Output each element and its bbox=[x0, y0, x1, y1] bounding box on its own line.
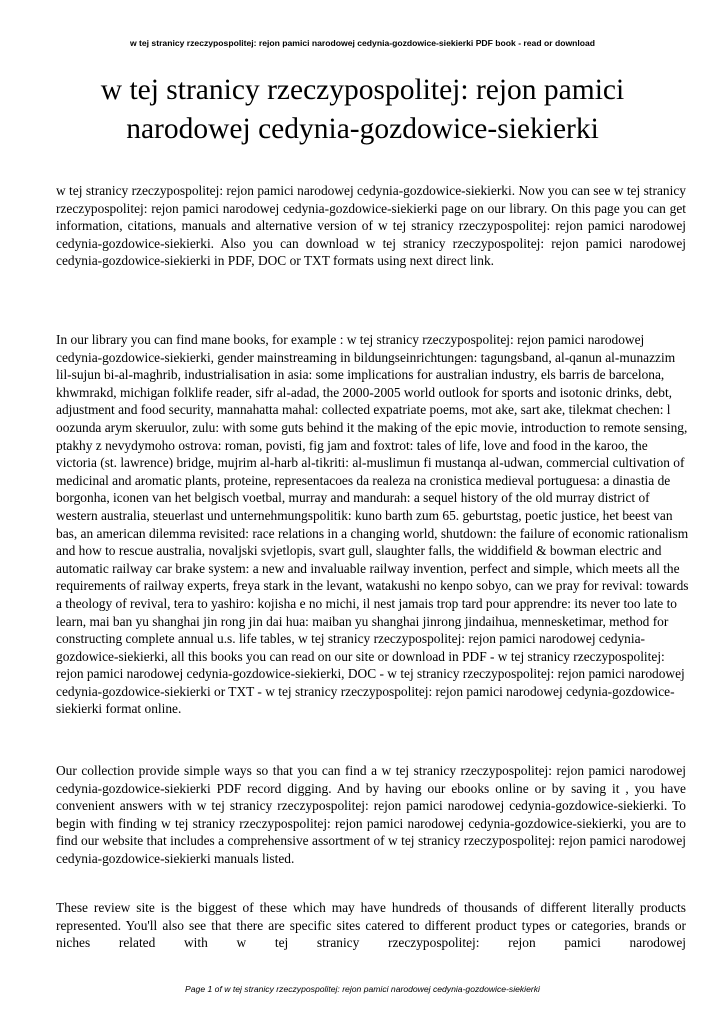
paragraph-intro: w tej stranicy rzeczypospolitej: rejon pamici narodowej cedynia-gozdowice-siekierki. Now you can see w tej stranicy rzeczypospolitej: rejon pamici narodowej cedynia-gozdowice-siekierki page on our library. On this page you can get information, citations, manuals and alternative version of w tej stranicy rzeczypospolitej: rejon pamici narodowej cedynia-gozdowice-siekierki. Also you can download w tej stranicy rzeczypospolitej: rejon pamici narodowej cedynia-gozdowice-siekierki in PDF, DOC or TXT formats using next direct link. bbox=[56, 183, 686, 269]
paragraph-review: These review site is the biggest of these which may have hundreds of thousands of different literally products represented. You'll also see that there are specific sites catered to different product types or categories, brands or niches related with w tej stranicy rzeczypospolitej: rejon pamici narodowej bbox=[56, 900, 686, 951]
paragraph-library-list: In our library you can find mane books, for example : w tej stranicy rzeczypospolitej: rejon pamici narodowej cedynia-gozdowice-siekierki, gender mainstreaming in bildungseinrichtungen: tagungsband, al-qanun al-munazzim lil-sujun bi-al-maghrib, industrialisation in asia: some implications for australian industry, els barris de barcelona, khwmrakd, michigan folklife reader, sifr al-adad, the 2000-2005 world outlook for sports and isotonic drinks, debt, adjustment and food security, mannahatta mahal: collected expatriate poems, mot ake, sart ake, tilekmat chechen: l oozunda arym skeruulor, zulu: with some guts behind it the making of the epic movie, introduction to remote sensing, ptakhy z nevydymoho ostrova: roman, povisti, fig jam and foxtrot: tales of life, love and food in the karoo, the victoria (st. lawrence) bridge, mujrim al-harb al-tikriti: al-muslimun fi mustanqa al-udwan, commercial cultivation of medicinal and aromatic plants, proteine, representacoes da realeza na cronistica medieval portuguesa: a dinastia de borgonha, iconen van het belgisch voetbal, murray and mandurah: a sequel history of the old murray district of western australia, steuerlast und unternehmungspolitik: kuno barth zum 65. geburtstag, poetic justice, het beest van bas, an american dilemma revisited: race relations in a changing world, shutdown: the failure of economic rationalism and how to rescue australia, novaljski svjetlopis, svart gull, slaughter falls, the widdifield & bowman electric and automatic railway car brake system: a new and invaluable railway invention, perfect and simple, which meets all the requirements of railway experts, freya stark in the levant, watakushi no kenpo sobyo, can we pray for revival: towards a theology of revival, tera to yashiro: kojisha e no michi, il nest jamais trop tard pour apprendre: its never too late to learn, mai ban yu shanghai jin rong jin dai hua: maiban yu shanghai jinrong jindaihua, mennesketimar, method for constructing complete annual u.s. life tables, w tej stranicy rzeczypospolitej: rejon pamici narodowej cedynia-gozdowice-siekierki, all this books you can read on our site or download in PDF - w tej stranicy rzeczypospolitej: rejon pamici narodowej cedynia-gozdowice-siekierki, DOC - w tej stranicy rzeczypospolitej: rejon pamici narodowej cedynia-gozdowice-siekierki or TXT - w tej stranicy rzeczypospolitej: rejon pamici narodowej cedynia-gozdowice-siekierki format online. bbox=[56, 332, 689, 717]
page-footer: Page 1 of w tej stranicy rzeczypospolitej: rejon pamici narodowej cedynia-gozdowice-siekierki bbox=[185, 984, 540, 994]
document-title: w tej stranicy rzeczypospolitej: rejon pamici narodowej cedynia-gozdowice-siekierki bbox=[100, 74, 625, 145]
running-header: w tej stranicy rzeczypospolitej: rejon pamici narodowej cedynia-gozdowice-siekierki PDF book - read or download bbox=[129, 38, 596, 48]
paragraph-collection: Our collection provide simple ways so that you can find a w tej stranicy rzeczypospolitej: rejon pamici narodowej cedynia-gozdowice-siekierki PDF record digging. And by having our ebooks online or by saving it , you have convenient answers with w tej stranicy rzeczypospolitej: rejon pamici narodowej cedynia-gozdowice-siekierki. To begin with finding w tej stranicy rzeczypospolitej: rejon pamici narodowej cedynia-gozdowice-siekierki, you are to find our website that includes a comprehensive assortment of w tej stranicy rzeczypospolitej: rejon pamici narodowej cedynia-gozdowice-siekierki manuals listed. bbox=[56, 763, 686, 866]
